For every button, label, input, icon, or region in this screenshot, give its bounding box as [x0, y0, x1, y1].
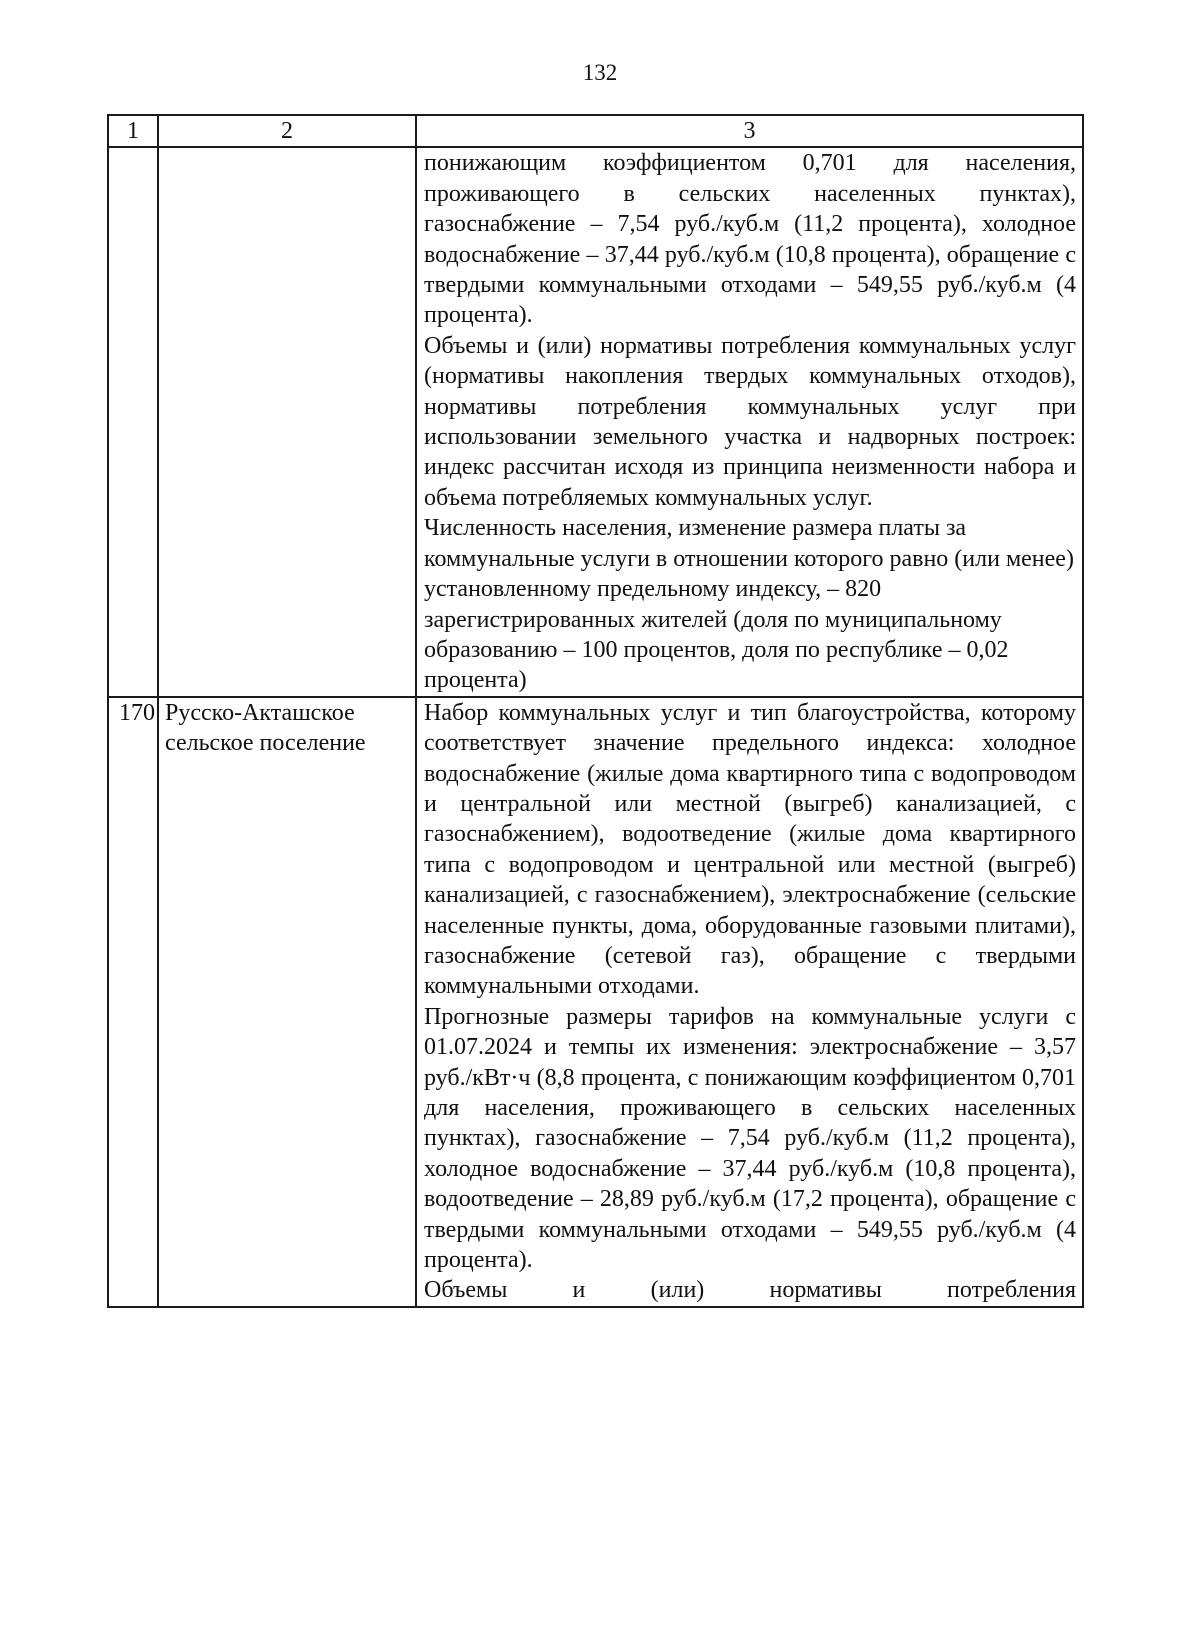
paragraph-volumes: Объемы и (или) нормативы потребления коммунальных услуг (нормативы накопления твердых коммунальных отходов), нормативы потребления коммунальных услуг при использовании земельного участка и надворных построек: индекс рассчитан исходя из принципа неизменности набора и объема потребляемых коммунальных услуг.: [424, 332, 1076, 511]
page-number: 132: [582, 60, 618, 85]
row-number-cell: 170: [108, 697, 158, 1307]
column-header-number: 1: [108, 115, 158, 147]
paragraph-services-set: Набор коммунальных услуг и тип благоустройства, которому соответствует значение предельного индекса: холодное водоснабжение (жилые дома квартирного типа с водопроводом и центральной или местной (выгреб) канализацией, с газоснабжением), водоотведение (жилые дома квартирного типа с водопроводом и центральной или местной (выгреб) канализацией, с газоснабжением), электроснабжение (сельские населенные пункты, дома, оборудованные газовыми плитами), газоснабжение (сетевой газ), обращение с твердыми коммунальными отходами.: [424, 699, 1076, 1000]
table-row: [108, 697, 1083, 1307]
row-number-cell: [108, 147, 158, 696]
column-header-name: 2: [158, 115, 416, 147]
paragraph-tariffs-continued: понижающим коэффициентом 0,701 для населения, проживающего в сельских населенных пунктах), газоснабжение – 7,54 руб./куб.м (11,2 процента), холодное водоснабжение – 37,44 руб./куб.м (10,8 процента), обращение с твердыми коммунальными отходами – 549,55 руб./куб.м (4 процента).: [424, 150, 1076, 329]
row-text-cell: [416, 147, 1083, 696]
column-header-text: 3: [416, 115, 1083, 147]
table-row: [108, 147, 1083, 696]
paragraph-tariffs: Прогнозные размеры тарифов на коммунальные услуги с 01.07.2024 и темпы их изменения: электроснабжение – 3,57 руб./кВт·ч (8,8 процента, с понижающим коэффициентом 0,701 для населения, проживающего в сельских населенных пунктах), газоснабжение – 7,54 руб./куб.м (11,2 процента), холодное водоснабжение – 37,44 руб./куб.м (10,8 процента), водоотведение – 28,89 руб./куб.м (17,2 процента), обращение с твердыми коммунальными отходами – 549,55 руб./куб.м (4 процента).: [424, 1003, 1076, 1274]
row-text-cell: [416, 697, 1083, 1307]
row-name-cell: Русско-Акташское сельское поселение: [158, 697, 416, 1307]
row-name-cell: [158, 147, 416, 696]
paragraph-population: Численность населения, изменение размера платы за коммунальные услуги в отношении которого равно (или менее) установленному предельному индексу, – 820 зарегистрированных жителей (доля по муниципальному образованию – 100 процентов, доля по республике – 0,02 процента): [424, 515, 1074, 694]
tariff-table: [107, 114, 1084, 1308]
paragraph-volumes-start: Объемы и (или) нормативы потребления: [424, 1277, 1076, 1304]
table-header-row: [108, 115, 1083, 147]
